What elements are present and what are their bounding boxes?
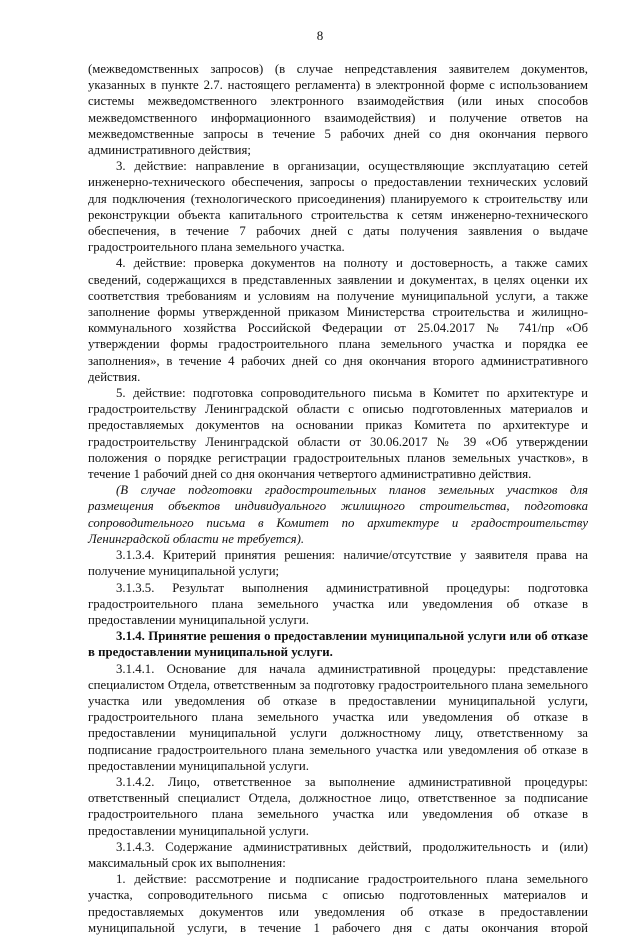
paragraph-12: 1. действие: рассмотрение и подписание градостроительного плана земельного участка, сопроводительного письма с описью подготовленных материалов и предоставляемых документов или уведомления об отказе в предоставлении муниципальной услуги, в течение 1 рабочего дня с даты окончания второй bbox=[88, 872, 588, 935]
section-heading-3-1-4: 3.1.4. Принятие решения о предоставлении муниципальной услуги или об отказе в предоставлении муниципальной услуги. bbox=[88, 629, 588, 660]
paragraph-3: 4. действие: проверка документов на полноту и достоверность, а также самих сведений, содержащихся в представленных заявлении и документах, в целях оценки их соответствия требованиям и условиям на получение муниципальной услуги, а также заполнение формы утвержденной приказом Министерства строительства и жилищно-коммунального хозяйства Российской Федерации от 25.04.2017 № 741/пр «Об утверждении формы градостроительного плана земельного участка и порядка ее заполнения», в течение 4 рабочих дней со дня окончания второго административного действия. bbox=[88, 256, 588, 384]
document-body bbox=[88, 61, 588, 936]
paragraph-6: 3.1.3.4. Критерий принятия решения: наличие/отсутствие у заявителя права на получение муниципальной услуги; bbox=[88, 548, 588, 579]
paragraph-7: 3.1.3.5. Результат выполнения административной процедуры: подготовка градостроительного плана земельного участка или уведомления об отказе в предоставлении муниципальной услуги. bbox=[88, 580, 588, 627]
paragraph-11: 3.1.4.3. Содержание административных действий, продолжительность и (или) максимальный срок их выполнения: bbox=[88, 839, 588, 870]
paragraph-9: 3.1.4.1. Основание для начала административной процедуры: представление специалистом Отдела, ответственным за подготовку градостроительного плана земельного участка или уведомления об отказе в предоставлении муниципальной услуги, градостроительного плана земельного участка или уведомления об отказе в предоставлении муниципальной услуги должностному лицу, ответственному за подписание градостроительного плана земельного участка или уведомления об отказе в предоставлении муниципальной услуги. bbox=[88, 661, 588, 773]
page-number: 8 bbox=[316, 28, 324, 43]
paragraph-2: 3. действие: направление в организации, осуществляющие эксплуатацию сетей инженерно-технического обеспечения, запросы о предоставлении технических условий для подключения (технологического присоединения) планируемого к строительству или реконструкции объекта капитального строительства к сетям инженерно-технического обеспечения, в течение 7 рабочих дней с даты получения заявления о выдаче градостроительного плана земельного участка. bbox=[88, 159, 588, 255]
paragraph-10: 3.1.4.2. Лицо, ответственное за выполнение административной процедуры: ответственный специалист Отдела, должностное лицо, ответственное за подписание градостроительного плана земельного участка или уведомления об отказе в предоставлении муниципальной услуги. bbox=[88, 774, 588, 838]
paragraph-4: 5. действие: подготовка сопроводительного письма в Комитет по архитектуре и градостроительству Ленинградской области с описью подготовленных материалов и предоставляемых документов на основании приказ Комитета по архитектуре и градостроительству Ленинградской области от 30.06.2017 № 39 «Об утверждении положения о порядке регистрации градостроительных планов земельных участков», в течение 1 рабочий дней со дня окончания четвертого административно действия. bbox=[88, 386, 588, 482]
paragraph-1: (межведомственных запросов) (в случае непредставления заявителем документов, указанных в пункте 2.7. настоящего регламента) в электронной форме с использованием системы межведомственного электронного взаимодействия (или иных способов межведомственного информационного взаимодействия) и получение ответов на межведомственные запросы в течение 5 рабочих дней со дня окончания первого административного действия; bbox=[88, 62, 588, 158]
paragraph-5-note: (В случае подготовки градостроительных планов земельных участков для размещения объектов индивидуального жилищного строительства, подготовка сопроводительного письма в Комитет по архитектуре и градостроительству Ленинградской области не требуется). bbox=[88, 483, 588, 546]
